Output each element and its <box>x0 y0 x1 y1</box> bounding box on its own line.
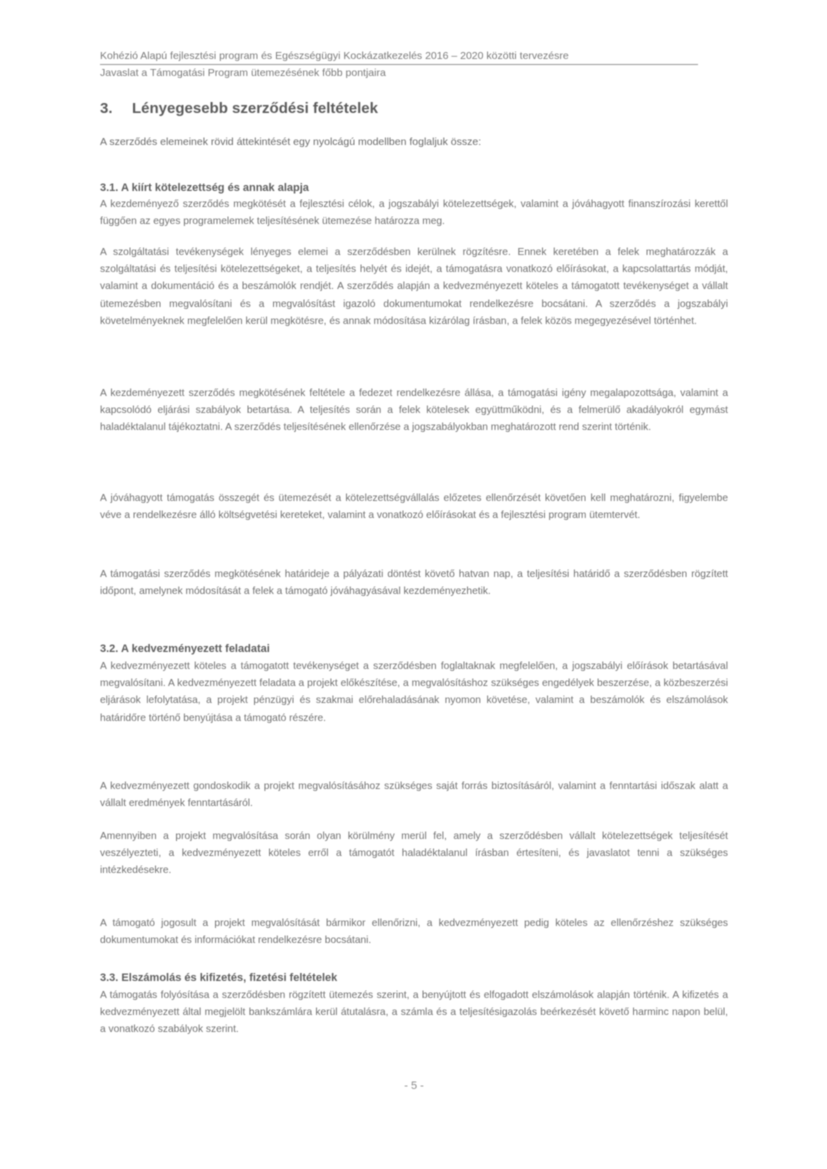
subsection-title: A kiírt kötelezettség és annak alapja <box>121 182 309 194</box>
paragraph: Amennyiben a projekt megvalósítása során olyan körülmény merül fel, amely a szerződésben vállalt kötelezettségek teljesítését veszélyezteti, a kedvezményezett köteles erről a támogatót haladéktalanul írásban értesíteni, és javaslatot tenni a szükséges intézkedésekre. <box>100 831 728 877</box>
running-header-line-2: Javaslat a Támogatási Program ütemezésének főbb pontjaira <box>100 67 386 79</box>
paragraph: A jóváhagyott támogatás összegét és ütemezését a kötelezettségvállalás előzetes ellenőrzését követően kell meghatározni, figyelembe véve a rendelkezésre álló költségvetési kereteket, valamint a vonatkozó előírásokat és a fejlesztési program ütemtervét. <box>100 493 728 522</box>
running-header-line-1: Kohézió Alapú fejlesztési program és Egészségügyi Kockázatkezelés 2016 – 2020 közötti tervezésre <box>100 50 569 62</box>
subsection-heading-2 <box>100 643 270 655</box>
subsection-heading-3 <box>100 972 337 984</box>
paragraph: A kezdeményezett szerződés megkötésének feltétele a fedezet rendelkezésre állása, a támogatási igény megalapozottsága, valamint a kapcsolódó eljárási szabályok betartása. A teljesítés során a felek kötelesek együttműködni, és a felmerülő akadályokról egymást haladéktalanul tájékoztatni. A szerződés teljesítésének ellenőrzése a jogszabályokban meghatározott rend szerint történik. <box>100 388 728 434</box>
section-number: 3. <box>100 100 113 117</box>
subsection-number: 3.2. <box>100 643 119 655</box>
subsection-number: 3.3. <box>100 972 119 984</box>
subsection-number: 3.1. <box>100 182 119 194</box>
paragraph: A támogató jogosult a projekt megvalósítását bármikor ellenőrizni, a kedvezményezett pedig köteles az ellenőrzéshez szükséges dokumentumokat és információkat rendelkezésre bocsátani. <box>100 918 728 947</box>
subsection-title: Elszámolás és kifizetés, fizetési feltételek <box>121 972 338 984</box>
paragraph: A szolgáltatási tevékenységek lényeges elemei a szerződésben kerülnek rögzítésre. Ennek keretében a felek meghatározzák a szolgáltatási és teljesítési kötelezettségeket, a teljesítés helyét és idejét, a támogatásra vonatkozó előírásokat, a kapcsolattartás módját, valamint a dokumentáció és a beszámolók rendjét. A szerződés alapján a kedvezményezett köteles a támogatott tevékenységet a vállalt ütemezésben megvalósítani és a megvalósítást igazoló dokumentumokat rendelkezésre bocsátani. A szerződés a jogszabályi követelményeknek megfelelően kerül megkötésre, és annak módosítása kizárólag írásban, a felek közös megegyezésével történhet. <box>100 247 728 327</box>
subsection-title: A kedvezményezett feladatai <box>121 643 270 655</box>
page-number: - 5 - <box>404 1080 424 1092</box>
paragraph: A támogatási szerződés megkötésének határideje a pályázati döntést követő hatvan nap, a teljesítési határidő a szerződésben rögzített időpont, amelynek módosítását a felek a támogató jóváhagyásával kezdeményezhetik. <box>100 569 728 598</box>
section-intro: A szerződés elemeinek rövid áttekintését egy nyolcágú modellben foglaljuk össze: <box>100 136 482 148</box>
subsection-heading-1 <box>100 182 309 194</box>
paragraph: A kezdeményező szerződés megkötését a fejlesztési célok, a jogszabályi kötelezettségek, valamint a jóváhagyott finanszírozási kerettől függően az egyes programelemek teljesítésének ütemezése határozza meg. <box>100 199 728 228</box>
paragraph: A támogatás folyósítása a szerződésben rögzített ütemezés szerint, a benyújtott és elfogadott elszámolások alapján történik. A kifizetés a kedvezményezett által megjelölt bankszámlára kerül átutalásra, a számla és a teljesítésigazolás beérkezését követő harminc napon belül, a vonatkozó szabályok szerint. <box>100 990 728 1036</box>
paragraph: A kedvezményezett köteles a támogatott tevékenységet a szerződésben foglaltaknak megfelelően, a jogszabályi előírások betartásával megvalósítani. A kedvezményezett feladata a projekt előkészítése, a megvalósításhoz szükséges engedélyek beszerzése, a közbeszerzési eljárások lefolytatása, a projekt pénzügyi és szakmai előrehaladásának nyomon követése, valamint a beszámolók és elszámolások határidőre történő benyújtása a támogató részére. <box>100 661 728 724</box>
header-rule <box>100 64 698 65</box>
paragraph: A kedvezményezett gondoskodik a projekt megvalósításához szükséges saját forrás biztosításáról, valamint a fenntartási időszak alatt a vállalt eredmények fenntartásáról. <box>100 781 728 810</box>
section-heading <box>100 100 378 117</box>
section-title: Lényegesebb szerződési feltételek <box>132 100 378 117</box>
